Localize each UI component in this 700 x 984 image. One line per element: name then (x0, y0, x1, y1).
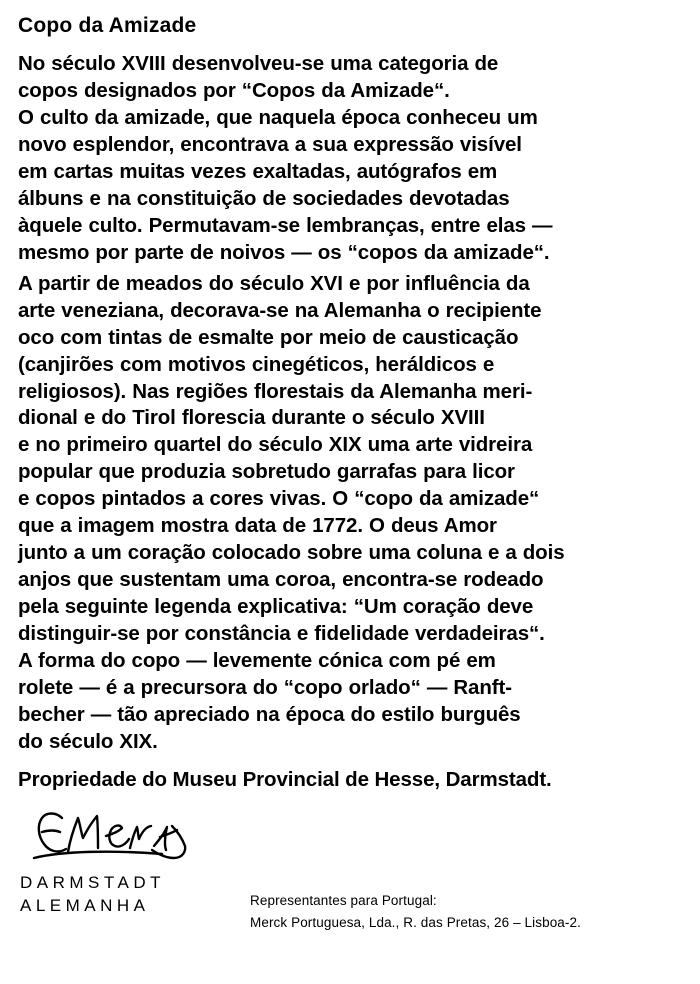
text-line: (canjirões com motivos cinegéticos, heráldicos e (18, 352, 495, 376)
text-line: O culto da amizade, que naquela época conheceu um (18, 106, 538, 129)
text-line: becher — tão apreciado na época do estilo burguês (18, 702, 521, 726)
text-line: oco com tintas de esmalte por meio de causticação (18, 325, 519, 349)
text-line: A partir de meados do século XVI e por influência da (18, 271, 530, 295)
text-line: em cartas muitas vezes exaltadas, autógrafos em (18, 159, 498, 183)
text-line: do século XIX. (18, 729, 158, 753)
signature-block (18, 806, 684, 931)
text-line: No século XVIII desenvolveu-se uma categoria de (18, 52, 499, 76)
handwritten-signature-icon (22, 806, 212, 868)
text-line: arte veneziana, decorava-se na Alemanha o recipiente (18, 298, 542, 322)
text-line: que a imagem mostra data de 1772. O deus Amor (18, 514, 497, 538)
text-line: popular que produzia sobretudo garrafas para licor (18, 460, 515, 484)
text-line: e copos pintados a cores vivas. O “copo da amizade“ (18, 487, 540, 511)
page-title: Copo da Amizade (18, 14, 197, 37)
text-line: anjos que sustentam uma coroa, encontra-se rodeado (18, 568, 544, 592)
text-line: copos designados por “Copos da Amizade“. (18, 79, 450, 103)
paragraph-1 (18, 51, 684, 267)
text-line: álbuns e na constituição de sociedades devotadas (18, 186, 510, 210)
brand-line: ALEMANHA (20, 896, 150, 916)
text-line: distinguir-se por constância e fidelidade verdadeiras“. (18, 622, 545, 646)
text-line: novo esplendor, encontrava a sua expressão visível (18, 132, 522, 156)
text-line: A forma do copo — levemente cónica com pé em (18, 649, 496, 673)
imprint-line: Merck Portuguesa, Lda., R. das Pretas, 26 – Lisboa-2. (250, 915, 581, 931)
text-line: dional e do Tirol florescia durante o século XVIII (18, 406, 485, 430)
imprint-block (250, 890, 581, 933)
text-line: junto a um coração colocado sobre uma coluna e a dois (18, 541, 565, 565)
text-line: pela seguinte legenda explicativa: “Um coração deve (18, 595, 534, 619)
text-line: àquele culto. Permutavam-se lembranças, entre elas — (18, 213, 553, 237)
ownership-statement: Propriedade do Museu Provincial de Hesse, Darmstadt. (18, 767, 552, 791)
brand-line: DARMSTADT (20, 873, 166, 893)
imprint-line: Representantes para Portugal: (250, 893, 437, 909)
text-line: religiosos). Nas regiões florestais da Alemanha meri- (18, 379, 533, 403)
text-line: e no primeiro quartel do século XIX uma arte vidreira (18, 433, 533, 457)
brand-name (20, 872, 165, 918)
paragraph-2 (18, 271, 684, 756)
text-line: mesmo por parte de noivos — os “copos da amizade“. (18, 240, 550, 264)
text-line: rolete — é a precursora do “copo orlado“ — Ranft- (18, 676, 512, 700)
